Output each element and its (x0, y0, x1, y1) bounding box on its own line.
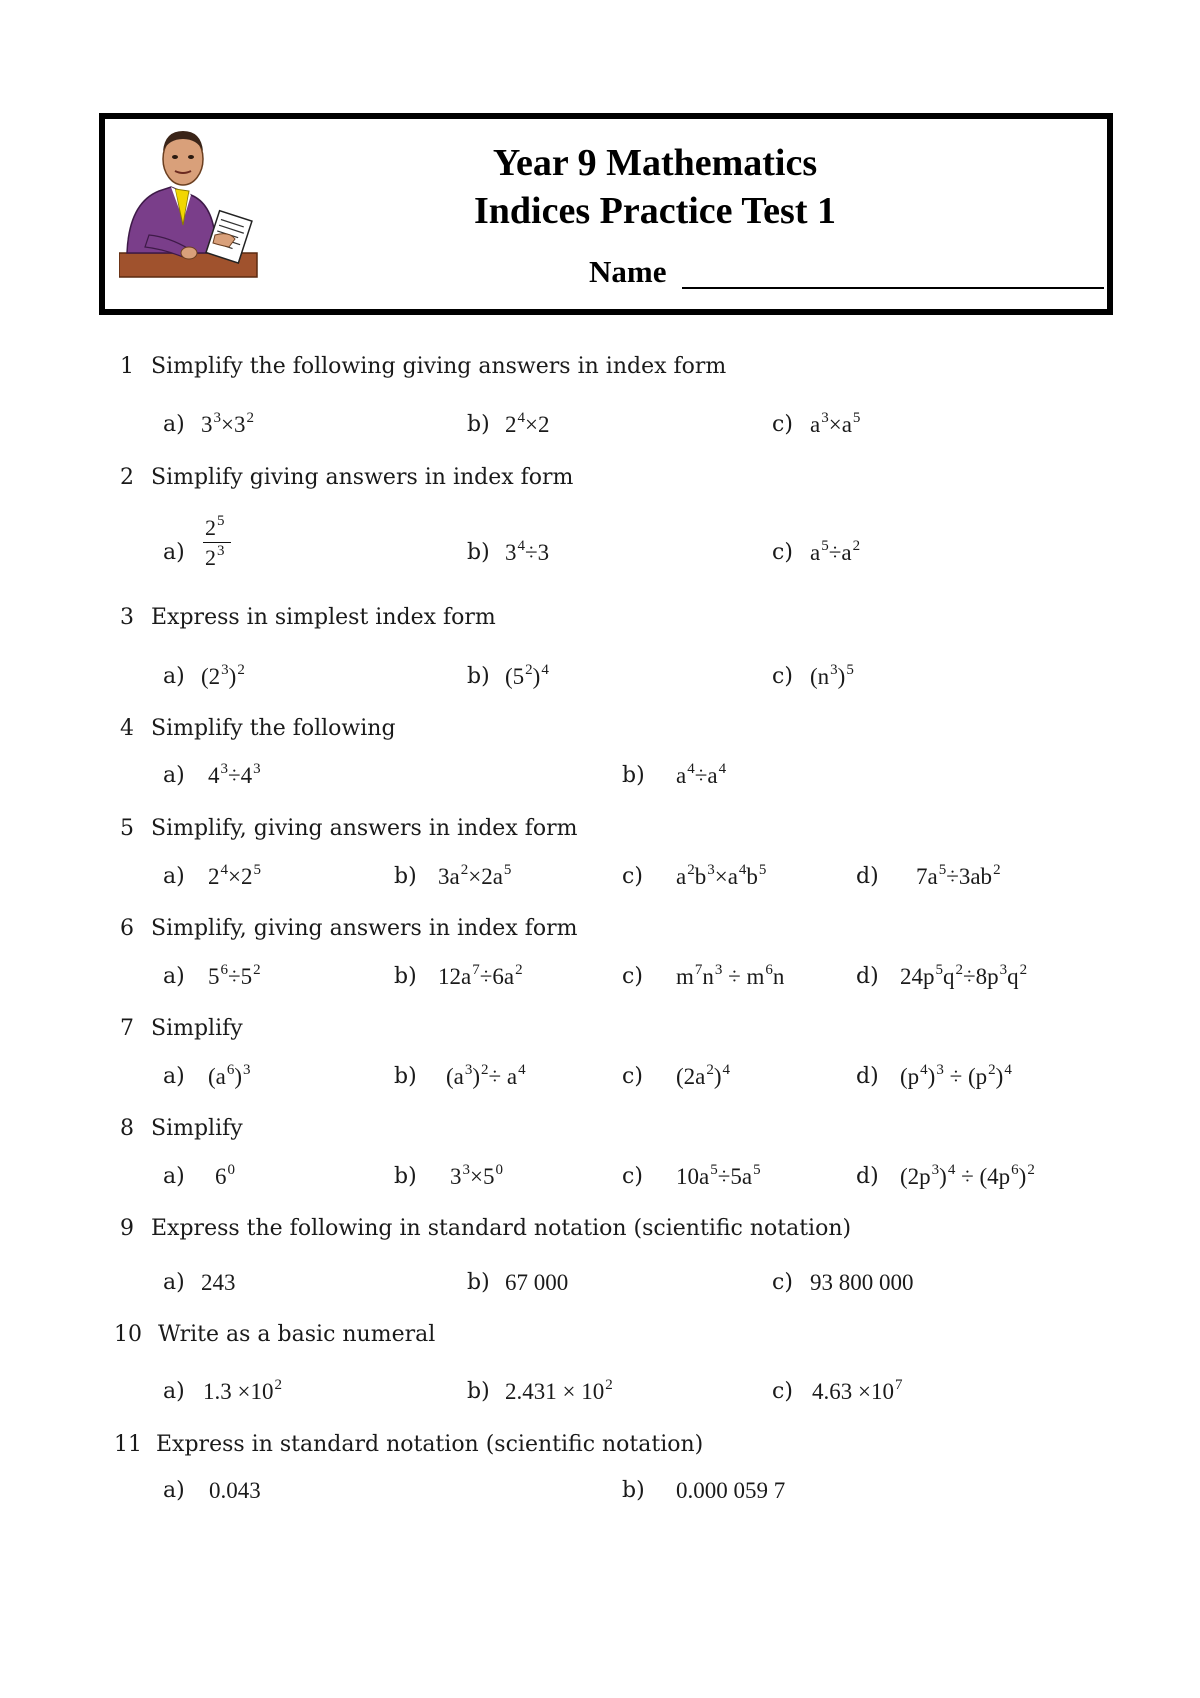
expression: $2.431 \times 10^2$ (505, 1377, 613, 1404)
part-label: c) (622, 864, 643, 889)
part-label: d) (856, 864, 879, 889)
expression: $12a^7\div 6a^2$ (438, 962, 523, 989)
part-label: d) (856, 964, 879, 989)
question-text: Simplify the following (151, 716, 396, 741)
expression: $7a^5\div 3ab^2$ (916, 862, 1001, 889)
part-label: a) (163, 1270, 185, 1295)
question-number: 9 (120, 1216, 134, 1241)
part-label: c) (772, 540, 793, 565)
expression: $(2a^2)^4$ (676, 1062, 731, 1089)
expression: $1.3 \times 10^2$ (203, 1377, 282, 1404)
name-field-line[interactable] (682, 287, 1104, 289)
expression: 67 000 (505, 1270, 569, 1295)
part-label: b) (394, 1164, 417, 1189)
part-label: b) (394, 964, 417, 989)
expression: $a^2b^3\times a^4b^5$ (676, 862, 767, 889)
part-label: a) (163, 540, 185, 565)
expression: 0.000 059 7 (676, 1478, 786, 1503)
part-label: d) (856, 1064, 879, 1089)
expression: $(a^6)^3$ (208, 1062, 251, 1089)
part-label: b) (394, 864, 417, 889)
question-number: 5 (120, 816, 134, 841)
part-label: c) (622, 1064, 643, 1089)
expression: $a^4\div a^4$ (676, 761, 727, 788)
expression: $24p^5q^2\div 8p^3q^2$ (900, 962, 1028, 989)
question-number: 4 (120, 716, 134, 741)
question-text: Write as a basic numeral (158, 1322, 436, 1347)
part-label: a) (163, 1164, 185, 1189)
expression: $10a^5\div 5a^5$ (676, 1162, 761, 1189)
question-number: 11 (114, 1432, 142, 1457)
question-text: Simplify giving answers in index form (151, 465, 574, 490)
question-text: Simplify, giving answers in index form (151, 816, 578, 841)
header-box (99, 113, 1113, 315)
expression: $4^3\div 4^3$ (208, 761, 261, 788)
expression: 93 800 000 (810, 1270, 914, 1295)
question-text: Simplify (151, 1016, 243, 1041)
part-label: c) (622, 964, 643, 989)
question-number: 8 (120, 1116, 134, 1141)
question-number: 1 (120, 354, 134, 379)
question-text: Simplify (151, 1116, 243, 1141)
question-text: Simplify the following giving answers in index form (151, 354, 727, 379)
question-text: Simplify, giving answers in index form (151, 916, 578, 941)
expression: 243 (201, 1270, 236, 1295)
part-label: a) (163, 864, 185, 889)
name-label: Name (589, 254, 667, 289)
expression: $4.63 \times 10^7$ (812, 1377, 903, 1404)
expression: $a^5\div a^2$ (810, 538, 861, 565)
expression: $3^3\times 5^0$ (450, 1162, 503, 1189)
part-label: a) (163, 964, 185, 989)
question-text: Express in simplest index form (151, 605, 496, 630)
part-label: a) (163, 1379, 185, 1404)
part-label: a) (163, 412, 185, 437)
part-label: b) (467, 1379, 490, 1404)
part-label: c) (772, 1379, 793, 1404)
expression: $(2^3)^2$ (201, 662, 245, 689)
part-label: b) (467, 664, 490, 689)
part-label: a) (163, 763, 185, 788)
part-label: b) (394, 1064, 417, 1089)
part-label: b) (467, 1270, 490, 1295)
question-text: Express the following in standard notation (scientific notation) (151, 1216, 852, 1241)
expression: $m^7n^3 \div m^6n$ (676, 962, 785, 989)
teacher-illustration (119, 125, 269, 281)
expression: $(a^3)^2\div a^4$ (446, 1062, 526, 1089)
question-number: 3 (120, 605, 134, 630)
expression: $(p^4)^3 \div (p^2)^4$ (900, 1062, 1012, 1089)
expression: $2^4\times 2^5$ (208, 862, 261, 889)
part-label: d) (856, 1164, 879, 1189)
expression: $(5^2)^4$ (505, 662, 549, 689)
question-number: 6 (120, 916, 134, 941)
expression: $3^4\div 3$ (505, 538, 550, 565)
part-label: a) (163, 664, 185, 689)
expression: $3^3\times 3^2$ (201, 410, 254, 437)
part-label: b) (467, 412, 490, 437)
question-number: 7 (120, 1016, 134, 1041)
title-line-1: Year 9 Mathematics (492, 142, 818, 184)
part-label: a) (163, 1478, 185, 1503)
expression: $6^0$ (215, 1162, 235, 1189)
part-label: b) (622, 1478, 645, 1503)
part-label: b) (467, 540, 490, 565)
part-label: c) (772, 412, 793, 437)
expression: 0.043 (209, 1478, 261, 1503)
question-number: 10 (114, 1322, 142, 1347)
expression: $2^4\times 2$ (505, 410, 550, 437)
expression: $a^3\times a^5$ (810, 410, 861, 437)
expression: $(2p^3)^4 \div (4p^6)^2$ (900, 1162, 1035, 1189)
part-label: a) (163, 1064, 185, 1089)
part-label: c) (622, 1164, 643, 1189)
question-text: Express in standard notation (scientific notation) (156, 1432, 704, 1457)
expression: $(n^3)^5$ (810, 662, 854, 689)
part-label: c) (772, 1270, 793, 1295)
part-label: c) (772, 664, 793, 689)
title-line-2: Indices Practice Test 1 (473, 190, 836, 232)
part-label: b) (622, 763, 645, 788)
expression: $3a^2\times 2a^5$ (438, 862, 512, 889)
expression: $5^6\div 5^2$ (208, 962, 261, 989)
question-number: 2 (120, 465, 134, 490)
